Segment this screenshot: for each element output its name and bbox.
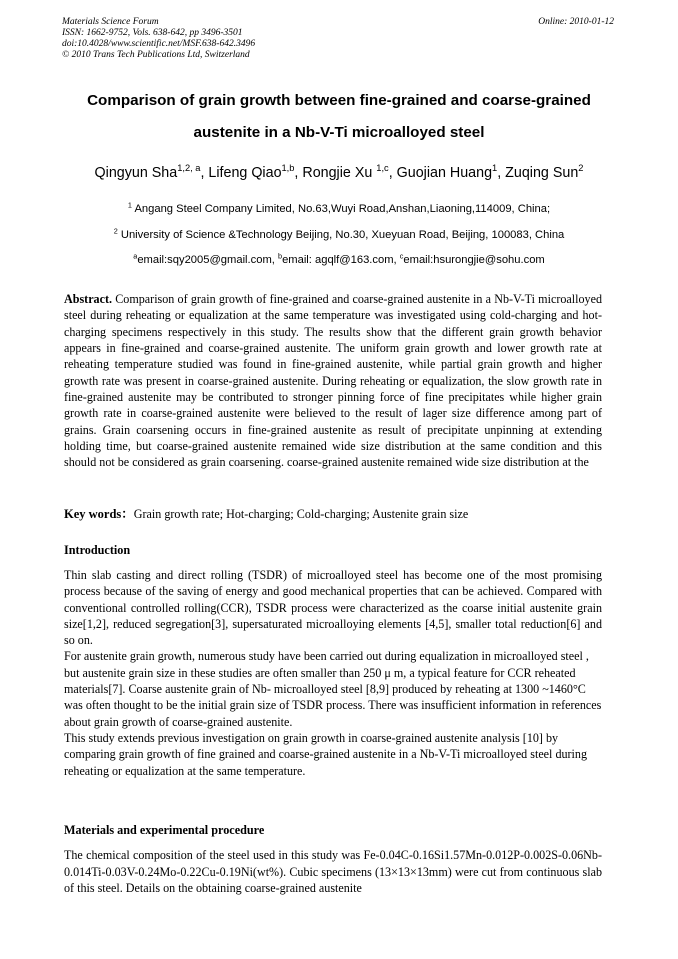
author-name: Lifeng Qiao bbox=[208, 165, 282, 181]
keywords-line bbox=[64, 506, 602, 522]
copyright-line: © 2010 Trans Tech Publications Ltd, Switzerland bbox=[62, 50, 250, 60]
author-list bbox=[40, 163, 638, 183]
doi-line: doi:10.4028/www.scientific.net/MSF.638-642.3496 bbox=[62, 39, 256, 49]
author-name: Zuqing Sun bbox=[505, 165, 579, 181]
paper-title-line-1: Comparison of grain growth between fine-grained and coarse-grained bbox=[87, 92, 591, 109]
author-name: Guojian Huang bbox=[396, 165, 493, 181]
email-mark: b bbox=[278, 251, 283, 261]
affiliation-text: University of Science &Technology Beijing, No.30, Xueyuan Road, Beijing, 100083, China bbox=[120, 229, 565, 241]
email-c: email:hsurongjie@sohu.com bbox=[403, 254, 545, 266]
introduction-heading: Introduction bbox=[64, 543, 131, 557]
introduction-paragraph-3: This study extends previous investigation on grain growth in coarse-grained austenite analysis [10] by comparing grain growth of fine grained and coarse-grained austenite in a Nb-V-Ti microalloyed steel during reheating or equalization at the same temperature. bbox=[64, 730, 588, 778]
journal-header bbox=[62, 17, 255, 61]
materials-body bbox=[64, 847, 602, 897]
journal-name: Materials Science Forum bbox=[62, 17, 159, 27]
author-name: Qingyun Sha bbox=[94, 165, 178, 181]
affiliation-mark: 1 bbox=[127, 200, 132, 210]
affiliation-1 bbox=[40, 202, 638, 216]
author-separator: , bbox=[294, 165, 303, 181]
author-affiliation-mark: 1,c bbox=[376, 163, 389, 174]
materials-paragraph-1: The chemical composition of the steel used in this study was Fe-0.04C-0.16Si1.57Mn-0.012P-0.002S-0.06Nb-0.014Ti-0.03V-0.24Mo-0.22Cu-0.19Ni(wt%). Cubic specimens (13×13×13mm) were cut from continuous slab of this steel. Details on the obtaining coarse-grained austenite bbox=[64, 848, 602, 895]
email-a: email:sqy2005@gmail.com, bbox=[137, 254, 279, 266]
introduction-paragraph-1: Thin slab casting and direct rolling (TSDR) of microalloyed steel has become one of the most promising process because of the saving of energy and good mechanical properties that can be achieved. Compared with conventional controlled rolling(CCR), TSDR process were characterized as the coarse initial austenite grain size[1,2], reduced segregation[3], supersaturated microalloying elements [4,5], smaller total reduction[6] and so on. bbox=[64, 568, 602, 648]
online-date: Online: 2010-01-12 bbox=[538, 17, 614, 27]
author-separator: , bbox=[200, 165, 209, 181]
author-affiliation-mark: 2 bbox=[578, 163, 584, 174]
author-separator: , bbox=[388, 165, 397, 181]
author-name: Rongjie Xu bbox=[302, 165, 377, 181]
affiliation-2 bbox=[40, 228, 638, 242]
affiliation-text: Angang Steel Company Limited, No.63,Wuyi Road,Anshan,Liaoning,114009, China; bbox=[134, 203, 551, 215]
introduction-body bbox=[64, 567, 602, 779]
affiliation-mark: 2 bbox=[113, 226, 118, 236]
abstract-paragraph bbox=[64, 291, 602, 471]
introduction-paragraph-2: For austenite grain growth, numerous study have been carried out during equalization in microalloyed steel , but austenite grain size in these studies are often smaller than 250 μ m, a typical feature for CCR reheated materials[7]. Coarse austenite grain of Nb- microalloyed steel [8,9] produced by reheating at 1300 ~1460°C was often thought to be the initial grain size of TSDR process. There was insufficient information in references about grain growth of coarse-grained austenite. bbox=[64, 649, 602, 729]
author-affiliation-mark: 1,2, a bbox=[177, 163, 201, 174]
author-affiliation-mark: 1,b bbox=[281, 163, 295, 174]
author-affiliation-mark: 1 bbox=[492, 163, 498, 174]
keywords-text: Grain growth rate; Hot-charging; Cold-charging; Austenite grain size bbox=[133, 507, 469, 521]
materials-heading: Materials and experimental procedure bbox=[64, 823, 265, 837]
abstract-text: Comparison of grain growth of fine-grained and coarse-grained austenite in a Nb-V-Ti microalloyed steel during reheating or equalization at the same temperature was investigated using cold-charging and hot-charging specimens respectively in this study. The results show that the different grain growth behavior appears in fine-grained and coarse-grained austenite. The uniform grain growth and lower growth rate at reheating temperature studied was found in fine-grained austenite, while partial grain growth and higher growth rate was present in coarse-grained austenite. During reheating or equalization, the slow growth rate in fine-grained austenite may be contributed to stronger pinning force of fine precipitates while higher grain growth rate in coarse-grained austenite were believed to the result of lager size difference among part of grains. Grain coarsening occurs in fine-grained austenite as result of precipitate unpinning at extending holding time, but coarse-grained austenite remained wide size distribution at the same condition and this should not be considered as grain coarsening. coarse-grained austenite remained wide size distribution at the bbox=[64, 292, 602, 470]
email-line bbox=[40, 253, 638, 267]
email-b: email: agqlf@163.com, bbox=[282, 254, 400, 266]
email-mark: a bbox=[133, 251, 138, 261]
issn-line: ISSN: 1662-9752, Vols. 638-642, pp 3496-3501 bbox=[62, 28, 243, 38]
email-mark: c bbox=[399, 251, 404, 261]
keywords-label: Key words： bbox=[64, 507, 134, 521]
abstract-label: Abstract. bbox=[64, 292, 113, 306]
paper-title-line-2: austenite in a Nb-V-Ti microalloyed steel bbox=[193, 124, 485, 141]
author-separator: , bbox=[497, 165, 506, 181]
